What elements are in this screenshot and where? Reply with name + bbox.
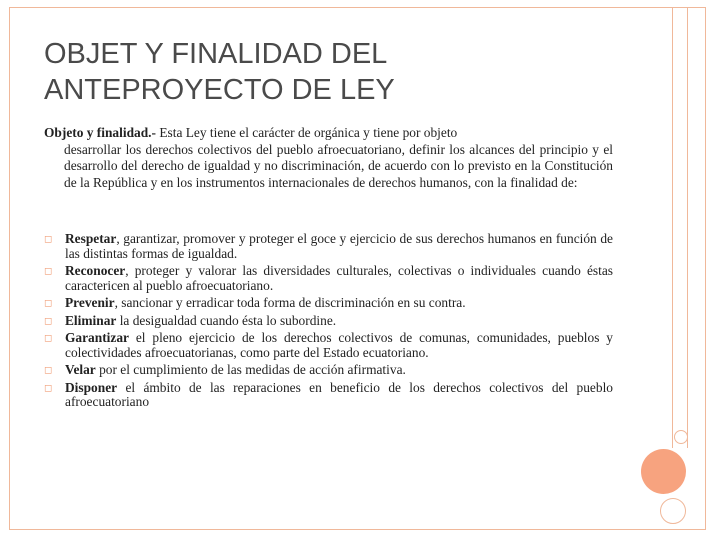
bullet-icon: ◻ xyxy=(44,315,53,327)
list-item xyxy=(44,232,613,261)
bullet-keyword: Garantizar xyxy=(65,330,129,345)
decorative-circle-large xyxy=(641,449,686,494)
intro-first-line xyxy=(44,125,613,142)
objectives-list xyxy=(44,232,613,413)
intro-first-text: Esta Ley tiene el carácter de orgánica y tiene por objeto xyxy=(155,125,458,140)
bullet-icon: ◻ xyxy=(44,382,53,394)
decorative-circle-medium xyxy=(660,498,686,524)
bullet-keyword: Velar xyxy=(65,362,96,377)
list-item xyxy=(44,296,613,311)
intro-paragraph xyxy=(44,125,613,191)
decorative-side-bar xyxy=(672,8,688,448)
list-item xyxy=(44,264,613,293)
bullet-icon: ◻ xyxy=(44,298,53,309)
list-item xyxy=(44,363,613,378)
bullet-keyword: Respetar xyxy=(65,231,117,246)
bullet-keyword: Disponer xyxy=(65,379,118,395)
intro-label: Objeto y finalidad.- xyxy=(44,125,156,140)
list-item xyxy=(44,381,613,410)
bullet-text: por el cumplimiento de las medidas de acción afirmativa. xyxy=(95,362,406,377)
decorative-circle-small xyxy=(674,430,688,444)
bullet-text: el ámbito de las reparaciones en beneficio de los derechos colectivos del pueblo afroecuatoriano xyxy=(65,379,613,409)
bullet-icon: ◻ xyxy=(44,365,53,376)
bullet-text: , sancionar y erradicar toda forma de discriminación en su contra. xyxy=(114,295,466,310)
list-item xyxy=(44,314,613,329)
bullet-icon: ◻ xyxy=(44,266,53,277)
bullet-keyword: Prevenir xyxy=(65,295,115,310)
bullet-text: el pleno ejercicio de los derechos colectivos de comunas, comunidades, pueblos y colectividades afroecuatorianas, como parte del Estado ecuatoriano. xyxy=(65,330,613,360)
bullet-text: la desigualdad cuando ésta lo subordine. xyxy=(116,312,337,328)
bullet-keyword: Eliminar xyxy=(65,312,117,328)
intro-body: desarrollar los derechos colectivos del pueblo afroecuatoriano, definir los alcances del principio y el desarrollo del derecho de igualdad y no discriminación, de acuerdo con lo previsto en la Constitución de la República y en los instrumentos internacionales de derechos humanos, con la finalidad de: xyxy=(64,141,613,190)
bullet-text: , proteger y valorar las diversidades culturales, colectivas o individuales cuando éstas caractericen al pueblo afroecuatoriano. xyxy=(65,263,613,293)
bullet-text: , garantizar, promover y proteger el goce y ejercicio de sus derechos humanos en función de las distintas formas de igualdad. xyxy=(65,231,613,261)
bullet-icon: ◻ xyxy=(44,333,53,344)
slide-title: OBJET Y FINALIDAD DEL ANTEPROYECTO DE LEY xyxy=(44,38,395,106)
bullet-keyword: Reconocer xyxy=(65,263,126,278)
bullet-icon: ◻ xyxy=(44,234,53,245)
list-item xyxy=(44,331,613,360)
